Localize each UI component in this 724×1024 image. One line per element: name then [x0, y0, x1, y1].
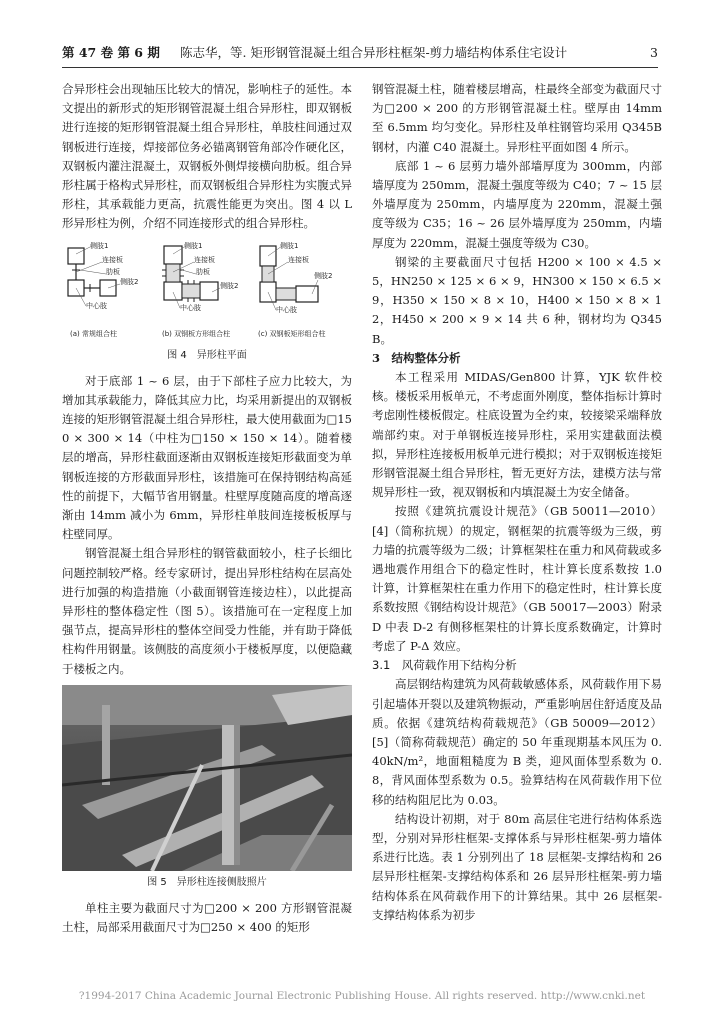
fig4a-conventional-column [68, 246, 120, 306]
section-3-heading: 3 结构整体分析 [372, 350, 461, 365]
fig4a-label-flange2: 侧肢2 [120, 277, 139, 286]
right-paragraph-4: 本工程采用 MIDAS/Gen800 计算，YJK 软件校核。楼板采用板单元，不考虑面外刚度，整体指标计算时考虑刚性楼板假定。柱底设置为全约束，较接梁采端释放端部约束。对于单钢板连接异形柱，采用实建截面法模拟，异形柱连接板用板单元进行模拟；对于双钢板连接矩形钢管混凝土组合异形柱，暂无更好方法，建模方法与常规异形柱一致，视双钢板和内填混凝土为安全储备。 [372, 370, 662, 500]
fig4b-label-rib: 肋板 [196, 267, 210, 276]
left-column [62, 80, 352, 937]
left-paragraph-1: 合异形柱会出现轴压比较大的情况，影响柱子的延性。本文提出的新形式的矩形钢管混凝土组合异形柱，即双钢板进行连接的矩形钢管混凝土组合异形柱，单肢柱间通过双钢板进行连接，焊接部位务必锚离钢管角部冷作硬化区，双钢板内灌注混凝土，双钢板外侧焊接横向肋板。组合异形柱属于格构式异形柱，而双钢板组合异形柱为实腹式异形柱，其承载能力更高，抗震性能更为突出。图 4 以 L 形异形柱为例，介绍不同连接形式的组合异形柱。 [62, 82, 352, 231]
left-paragraph-2: 对于底部 1 ~ 6 层，由于下部柱子应力比较大，为增加其承载能力，降低其应力比，均采用新提出的双钢板连接的矩形钢管混凝土组合异形柱，最大使用截面为□150 × 300 × 14（中柱为□150 × 150 × 14）。随着楼层的增高，异形柱截面逐渐由双钢板连接矩形截面变为单钢板连接的方形截面异形柱，该措施可在保持钢结构高延性的前提下，大幅节省用钢量。柱壁厚度随高度的增高逐渐由 14mm 减小为 6mm，异形柱单肢间连接板板厚与柱壁同厚。 [62, 373, 352, 542]
right-paragraph-6: 高层钢结构建筑为风荷载敏感体系，风荷载作用下易引起墙体开裂以及建筑物振动，严重影响居住舒适度及品质。依据《建筑结构荷载规范》（GB 50009—2012）[5]（简称荷载规范）确定的 50 年重现期基本风压为 0.40kN/m²，地面粗糙度为 B 类，迎风面体型系数为 0.8，背风面体型系数为 0.5。验算结构在风荷载作用下位移的结构阻尼比为 0.03。 [372, 677, 662, 807]
fig4b-label-flange1: 侧肢1 [184, 241, 203, 250]
fig4a-label-connector: 连接板 [102, 255, 123, 264]
fig4b-label-flange2: 侧肢2 [220, 281, 239, 290]
fig4c-subcaption: (c) 双钢板矩形组合柱 [258, 329, 326, 338]
right-paragraph-7: 结构设计初期，对于 80m 高层住宅进行结构体系选型，分别对异形柱框架-支撑体系与异形柱框架-剪力墙体系进行比选。表 1 分别列出了 18 层框架-支撑结构和 26 层异形柱框架-支撑结构体系和 26 层异形柱框架-剪力墙结构体系在风荷载作用下的计算结果。其中 26 层框架-支撑结构体系为初步 [372, 811, 662, 922]
figure-5-photo [62, 685, 352, 871]
right-paragraph-3: 钢梁的主要截面尺寸包括 H200 × 100 × 4.5 × 5，HN250 × 125 × 6 × 9，HN300 × 150 × 6.5 × 9，H350 × 150 × 8 × 10，H400 × 150 × 8 × 12，H450 × 200 × 9 × 14 共 6 种，钢材均为 Q345B。 [372, 254, 662, 346]
header-rule [62, 67, 658, 68]
section-3-1-heading: 3.1 风荷载作用下结构分析 [372, 658, 517, 673]
figure-4-drawing [62, 240, 352, 344]
figure-4 [62, 240, 352, 344]
figure-4-caption: 图 4 异形柱平面 [167, 349, 247, 361]
fig4b-subcaption: (b) 双钢板方形组合柱 [162, 329, 231, 338]
fig4a-subcaption: (a) 常规组合柱 [70, 329, 117, 338]
fig4c-label-connector: 连接板 [288, 255, 309, 264]
right-column [372, 80, 662, 925]
left-paragraph-4: 单柱主要为截面尺寸为□200 × 200 方形钢管混凝土柱，局部采用截面尺寸为□250 × 400 的矩形 [62, 900, 352, 935]
fig4a-label-center: 中心肢 [86, 301, 107, 310]
right-paragraph-1: 钢管混凝土柱，随着楼层增高，柱最终全部变为截面尺寸为□200 × 200 的方形钢管混凝土柱。壁厚由 14mm 至 6.5mm 均匀变化。异形柱及单柱钢管均采用 Q345B 钢材，内灌 C40 混凝土。异形柱平面如图 4 所示。 [372, 82, 662, 154]
left-paragraph-3: 钢管混凝土组合异形柱的钢管截面较小，柱子长细比问题控制较严格。经专家研讨，提出异形柱结构在层高处进行加强的构造措施（小截面钢管连接边柱），以此提高异形柱的整体稳定性（图 5）。该措施可在一定程度上加强节点，提高异形柱的整体空间受力性能，并有助于降低柱构件用钢量。该侧肢的高度须小于楼板厚度，以便隐藏于楼板之内。 [62, 546, 352, 676]
copyright-footer: ?1994-2017 China Academic Journal Electronic Publishing House. All rights reserved. http://www.cnki.net [78, 990, 646, 1002]
fig4b-label-connector: 连接板 [194, 255, 215, 264]
journal-issue: 第 47 卷 第 6 期 [62, 45, 160, 60]
figure-5-caption: 图 5 异形柱连接侧肢照片 [147, 876, 267, 888]
page-number: 3 [650, 45, 658, 60]
running-header [62, 42, 658, 64]
fig4c-label-flange2: 侧肢2 [314, 271, 333, 280]
fig4c-label-center: 中心肢 [276, 305, 297, 314]
running-title: 陈志华，等. 矩形钢管混凝土组合异形柱框架-剪力墙结构体系住宅设计 [180, 45, 568, 60]
fig4a-label-flange1: 侧肢1 [90, 241, 109, 250]
fig4a-label-rib: 肋板 [106, 267, 120, 276]
fig4b-label-center: 中心肢 [180, 303, 201, 312]
right-paragraph-5: 按照《建筑抗震设计规范》（GB 50011—2010）[4]（简称抗规）的规定，钢框架的抗震等级为三级，剪力墙的抗震等级为二级；计算框架柱在重力和风荷载或多遇地震作用组合下的稳定性时，柱计算长度系数按 1.0 计算，计算框架柱在重力作用下的稳定性时，柱计算长度系数按照《钢结构设计规范》（GB 50017—2003）附录 D 中表 D-2 有侧移框架柱的计算长度系数确定，计算时考虑了 P-Δ 效应。 [372, 504, 662, 653]
fig4c-label-flange1: 侧肢1 [280, 241, 299, 250]
right-paragraph-2: 底部 1 ~ 6 层剪力墙外部墙厚度为 300mm，内部墙厚度为 250mm，混凝土强度等级为 C40；7 ~ 15 层外墙厚度为 250mm，内墙厚度为 220mm，混凝土强度等级为 C35；16 ~ 26 层外墙厚度为 250mm，内墙厚度为 220mm，混凝土强度等级为 C30。 [372, 158, 662, 250]
